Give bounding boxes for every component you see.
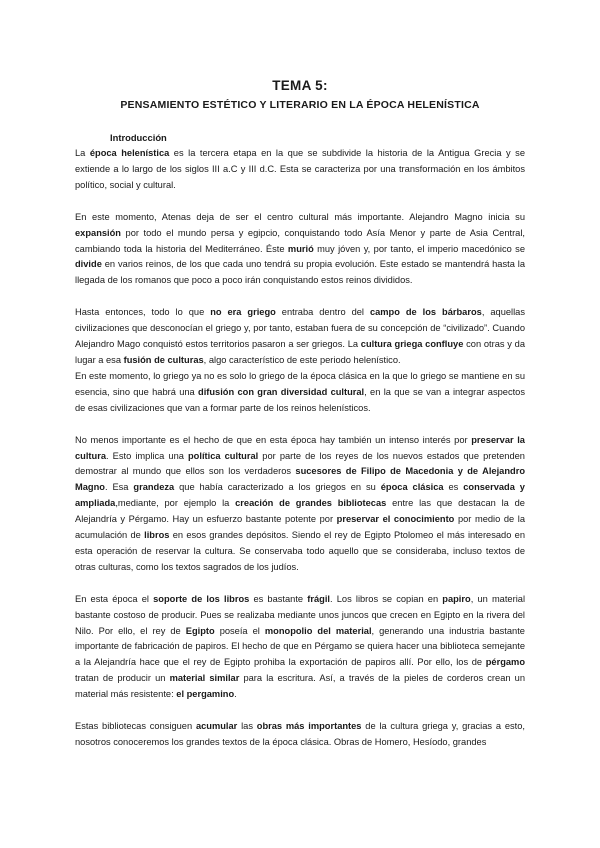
emphasized-text: pérgamo (485, 657, 525, 668)
emphasized-text: política cultural (188, 450, 259, 461)
emphasized-text: expansión (75, 227, 121, 238)
text-run: . (234, 689, 237, 700)
emphasized-text: sucesores de Filipo de Macedonia y de Alejandro Magno (75, 466, 525, 493)
text-run: con otras y da lugar a esa (75, 339, 525, 365)
text-run: En este momento, Atenas deja de ser el centro cultural más importante. Alejandro Magno inicia su (75, 211, 525, 222)
body-paragraph (75, 592, 525, 703)
body-paragraph (75, 433, 525, 576)
emphasized-text: el pergamino (176, 689, 235, 700)
text-run: es bastante (249, 593, 308, 604)
text-run: . Esto implica una (106, 450, 188, 461)
emphasized-text: libros (144, 530, 170, 541)
text-run: Estas bibliotecas consiguen (75, 721, 196, 732)
section-heading: Introducción (110, 132, 167, 143)
text-run: por medio de la acumulación de (75, 514, 526, 541)
emphasized-text: murió (287, 243, 314, 254)
text-run: En esta época el (75, 593, 154, 604)
text-run: las (237, 721, 257, 732)
text-run: ,mediante, por ejemplo la (115, 498, 236, 509)
text-run: . Los libros se copian en (330, 593, 443, 604)
text-run: , aquellas civilizaciones que desconocían el griego y, por tanto, estaban fuera de su concepción de “civilizado”. Cuando Alejandro Mago conquistó estos territorios pasaron a ser griegos. La (75, 307, 525, 350)
text-run: poseía el (214, 625, 265, 636)
text-run: La (75, 148, 90, 158)
body-paragraph (75, 305, 525, 369)
body-text (75, 146, 525, 751)
emphasized-text: obras más importantes (256, 721, 362, 732)
emphasized-text: acumular (195, 721, 238, 732)
text-run: No menos importante es el hecho de que en esta época hay también un intenso interés por (75, 434, 472, 445)
emphasized-text: material similar (169, 673, 240, 684)
text-run: Hasta entonces, todo lo que (75, 307, 211, 318)
text-run: en esos grandes depósitos. Siendo el rey de Egipto Ptolomeo el más interesado en esta operación de reservar la cultura. Se conservaba todo aquello que se consideraba, incluso textos de otras culturas, como los textos sagrados de los judíos. (75, 530, 525, 572)
emphasized-text: frágil (307, 593, 330, 604)
text-run: para la escritura. Así, a través de la pieles de corderos crean un material más resistente: (75, 673, 526, 700)
emphasized-text: conservada y ampliada (75, 482, 525, 509)
text-run: por todo el mundo persa y egipcio, conquistando todo Asía Menor y parte de Asia Central, cambiando toda la historia del Mediterráneo. Éste (75, 227, 525, 254)
emphasized-text: época helenística (89, 148, 170, 158)
text-run: en varios reinos, de los que cada uno tendrá su propia evolución. Este estado se mantendrá hasta la llegada de los romanos que poco a poco irán conquistando estos reinos divididos. (75, 259, 525, 286)
body-paragraph (75, 369, 525, 417)
emphasized-text: época clásica (380, 482, 444, 493)
text-run: que había caracterizado a los griegos en su (174, 482, 381, 493)
emphasized-text: preservar el conocimiento (336, 514, 455, 525)
emphasized-text: preservar la cultura (75, 434, 525, 461)
emphasized-text: grandeza (133, 482, 175, 493)
body-paragraph (75, 719, 525, 751)
text-run: , en la que se van a integrar aspectos de esas civilizaciones que van a formar parte de los reinos helenísticos. (75, 386, 525, 413)
text-run: entraba dentro del (275, 307, 370, 318)
emphasized-text: no era griego (210, 307, 276, 318)
text-run: por parte de los reyes de los nuevos estados que pretenden demostrar al mundo que ellos son los verdaderos (75, 450, 525, 477)
emphasized-text: divide (75, 259, 102, 270)
document-subtitle: PENSAMIENTO ESTÉTICO Y LITERARIO EN LA ÉPOCA HELENÍSTICA (120, 99, 480, 111)
text-run: . Esa (104, 482, 134, 493)
body-paragraph (75, 146, 525, 194)
emphasized-text: cultura griega confluye (360, 339, 464, 350)
emphasized-text: difusión con gran diversidad cultural (198, 386, 365, 397)
emphasized-text: Egipto (185, 625, 215, 636)
text-run: , algo característico de este periodo helenístico. (203, 354, 401, 365)
text-run: es la tercera etapa en la que se subdivide la historia de la Antigua Grecia y se extiende a lo largo de los siglos III a.C y III d.C. Esta se caracteriza por una transformación en los ámbitos político, social y cultural. (75, 148, 525, 190)
text-run: muy jóven y, por tanto, el imperio macedónico se (313, 243, 525, 254)
document-title: TEMA 5: (272, 78, 328, 93)
text-run: de la cultura griega y, gracias a esto, nosotros conoceremos los grandes textos de la época clásica. Obras de Homero, Hesíodo, grandes (75, 721, 525, 747)
emphasized-text: campo de los bárbaros (369, 307, 482, 318)
body-paragraph (75, 210, 525, 290)
emphasized-text: soporte de los libros (153, 593, 250, 604)
emphasized-text: monopolio del material (264, 625, 372, 636)
text-run: tratan de producir un (75, 673, 170, 684)
emphasized-text: creación de grandes bibliotecas (235, 498, 387, 509)
text-run: entre las que destacan la de Alejandría y Pérgamo. Hay un esfuerzo bastante potente por (75, 498, 525, 525)
emphasized-text: fusión de culturas (123, 354, 204, 365)
emphasized-text: papiro (442, 593, 471, 604)
text-run: , generando una industria bastante importante de fabricación de papiros. El hecho de que en Pérgamo se quiera hacer una biblioteca semejante a la Alejandría hace que el rey de Egipto prohiba la exportación de papiros allí. Por ello, los de (75, 625, 525, 668)
text-run: es (443, 482, 464, 493)
text-run: , un material bastante costoso de producir. Pues se realizaba mediante unos juncos que crecen en Egipto en la rivera del Nilo. Por ello, el rey de (75, 593, 526, 636)
text-run: En este momento, lo griego ya no es solo lo griego de la época clásica en la que lo griego se mantiene en su esencia, sino que habrá una (75, 370, 525, 397)
